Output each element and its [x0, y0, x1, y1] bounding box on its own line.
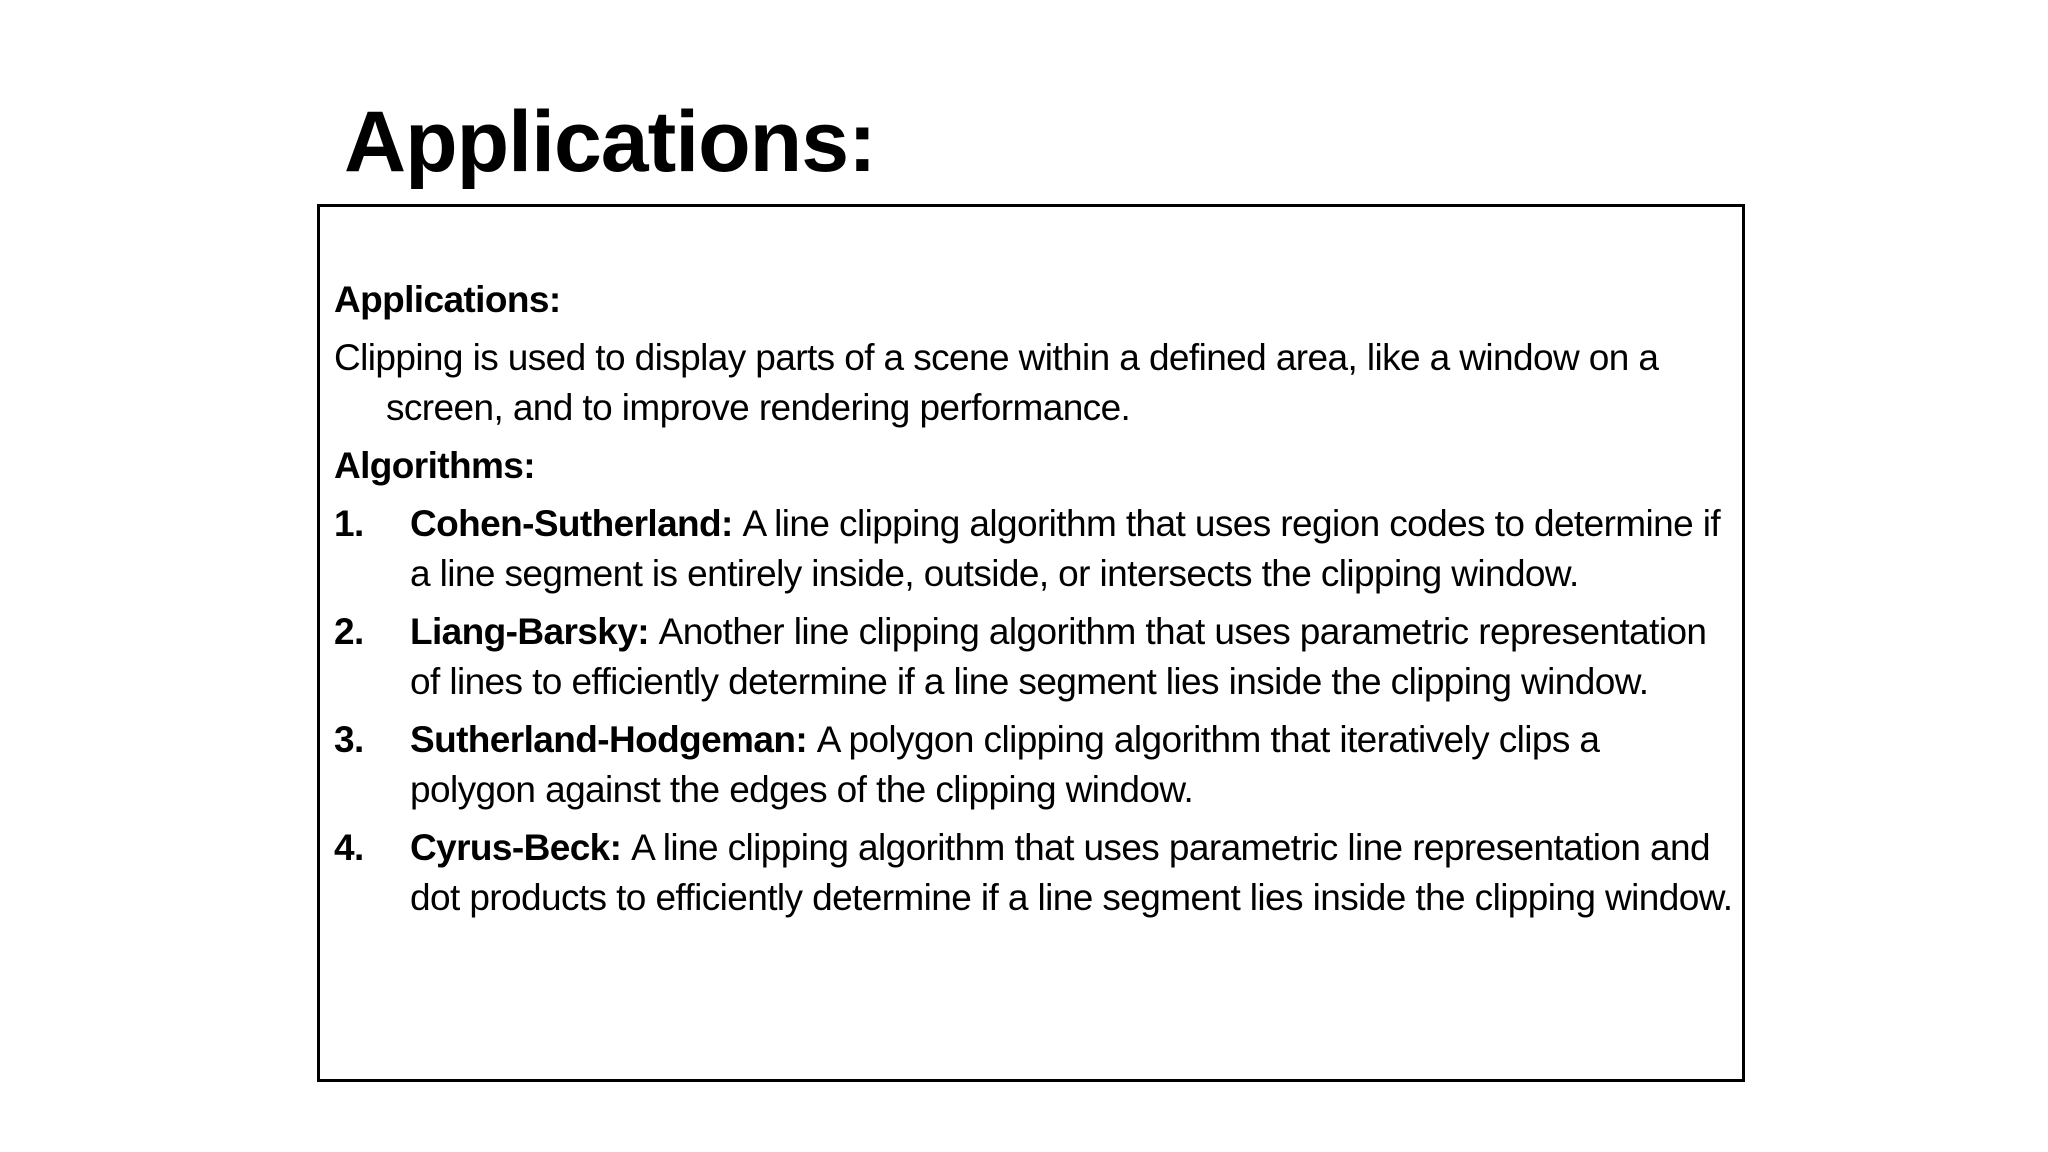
algorithm-item-liang-barsky [334, 607, 1734, 707]
algorithm-item-cohen-sutherland [334, 499, 1734, 599]
algorithm-name: Cohen-Sutherland: [410, 503, 743, 544]
algorithm-description: A line clipping algorithm that uses parametric line representation and dot products to efficiently determine if a line segment lies inside the clipping window. [410, 827, 1733, 918]
list-number: 3. [334, 719, 364, 760]
applications-text: Clipping is used to display parts of a scene within a defined area, like a window on a screen, and to improve rendering performance. [334, 337, 1659, 428]
list-number: 1. [334, 503, 364, 544]
content-body [334, 275, 1734, 931]
algorithm-description: A line clipping algorithm that uses region codes to determine if a line segment is entirely inside, outside, or intersects the clipping window. [410, 503, 1721, 594]
applications-heading: Applications: [334, 279, 561, 320]
algorithm-name: Sutherland-Hodgeman: [410, 719, 817, 760]
algorithms-list [334, 499, 1734, 923]
algorithm-description: A polygon clipping algorithm that iteratively clips a polygon against the edges of the clipping window. [410, 719, 1600, 810]
list-number: 4. [334, 827, 364, 868]
algorithms-heading: Algorithms: [334, 445, 536, 486]
algorithm-name: Liang-Barsky: [410, 611, 659, 652]
algorithm-name: Cyrus-Beck: [410, 827, 632, 868]
algorithm-item-cyrus-beck [334, 823, 1734, 923]
content-box [317, 204, 1745, 1082]
list-number: 2. [334, 611, 364, 652]
algorithm-description: Another line clipping algorithm that uses parametric representation of lines to efficiently determine if a line segment lies inside the clipping window. [410, 611, 1707, 702]
algorithm-item-sutherland-hodgeman [334, 715, 1734, 815]
slide-title: Applications: [344, 94, 876, 190]
